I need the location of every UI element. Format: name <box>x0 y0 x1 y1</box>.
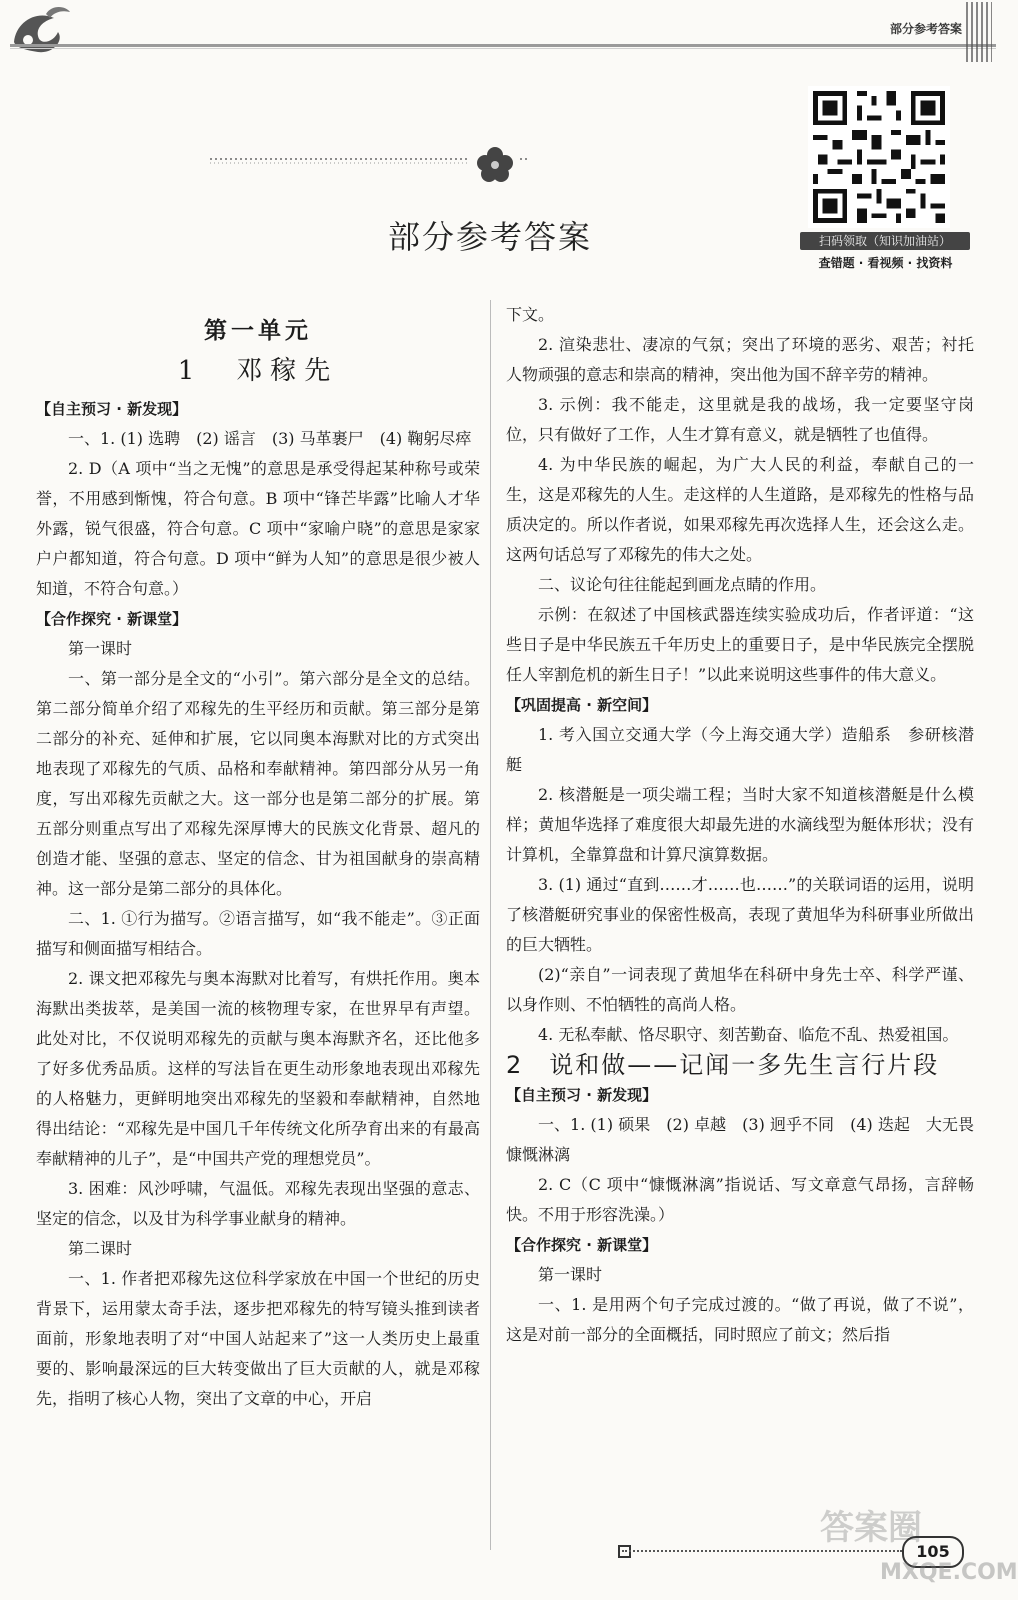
answer-paragraph: 二、1. ①行为描写。②语言描写，如“我不能走”。③正面描写和侧面描写相结合。 <box>36 909 480 958</box>
left-column <box>36 300 480 1414</box>
answer-paragraph: 3. 困难：风沙呼啸，气温低。邓稼先表现出坚强的意志、坚定的信念，以及甘为科学事业献身的精神。 <box>36 1179 480 1228</box>
lesson-title: 1 邓稼先 <box>177 356 339 386</box>
section-heading: 【自主预习 · 新发现】 <box>36 400 188 418</box>
footer-dotted-rule <box>622 1550 902 1552</box>
answer-paragraph: 下文。 <box>506 305 555 324</box>
answer-paragraph: 2. 渲染悲壮、凄凉的气氛；突出了环境的恶劣、艰苦；衬托人物顽强的意志和崇高的精神，突出他为国不辞辛劳的精神。 <box>506 335 974 384</box>
header-label: 部分参考答案 <box>889 22 962 36</box>
watermark-url: MXQE.COM <box>880 1560 1018 1585</box>
section-heading: 【合作探究 · 新课堂】 <box>36 610 188 628</box>
answer-paragraph: 一、1. (1) 硕果 (2) 卓越 (3) 迥乎不同 (4) 迭起 大无畏 慷慨淋漓 <box>506 1115 991 1164</box>
answer-paragraph: 3. (1) 通过“直到……才……也……”的关联词语的运用，说明了核潜艇研究事业的保密性极高，表现了黄旭华为科研事业所做出的巨大牺牲。 <box>506 875 974 954</box>
answer-paragraph: 2. D（A 项中“当之无愧”的意思是承受得起某种称号或荣誉，不用感到惭愧，符合句意。B 项中“锋芒毕露”比喻人才华外露，锐气很盛，符合句意。C 项中“家喻户晓”的意思是家家户户都知道，符合句意。D 项中“鲜为人知”的意思是很少被人知道，不符合句意。） <box>36 459 480 598</box>
answer-paragraph: (2)“亲自”一词表现了黄旭华在科研中身先士卒、科学严谨、以身作则、不怕牺牲的高尚人格。 <box>506 965 974 1014</box>
section-heading: 【巩固提高 · 新空间】 <box>506 696 658 714</box>
header-band <box>0 0 996 66</box>
lesson-period: 第一课时 <box>68 639 133 658</box>
title-ornament-flower-icon <box>210 145 530 185</box>
lesson-period: 第一课时 <box>538 1265 603 1284</box>
thumb-index-tab <box>966 2 992 62</box>
decorative-swirl-icon <box>6 2 76 62</box>
qr-code[interactable] <box>808 86 950 228</box>
qr-banner: 扫码领取（知识加油站） <box>800 232 970 250</box>
answer-paragraph: 2. 核潜艇是一项尖端工程；当时大家不知道核潜艇是什么模样；黄旭华选择了难度很大却最先进的水滴线型为艇体形状；没有计算机，全靠算盘和计算尺演算数据。 <box>506 785 974 864</box>
answer-paragraph: 1. 考入国立交通大学（今上海交通大学）造船系 参研核潜艇 <box>506 725 974 774</box>
qr-caption: 查错题 · 看视频 · 找资料 <box>818 256 953 270</box>
answer-paragraph: 4. 为中华民族的崛起，为广大人民的利益，奉献自己的一生，这是邓稼先的人生。走这样的人生道路，是邓稼先的性格与品质决定的。所以作者说，如果邓稼先再次选择人生，还会这么走。这两句话总写了邓稼先的伟大之处。 <box>506 455 974 564</box>
column-divider <box>490 300 491 1550</box>
answer-paragraph: 一、1. 作者把邓稼先这位科学家放在中国一个世纪的历史背景下，运用蒙太奇手法，逐步把邓稼先的特写镜头推到读者面前，形象地表明了对“中国人站起来了”这一人类历史上最重要的、影响最深远的巨大转变做出了巨大贡献的人，就是邓稼先，指明了核心人物，突出了文章的中心，开启 <box>36 1269 480 1408</box>
answer-paragraph: 一、1. 是用两个句子完成过渡的。“做了再说，做了不说”，这是对前一部分的全面概括，同时照应了前文；然后指 <box>506 1295 974 1344</box>
answer-paragraph: 二、议论句往往能起到画龙点睛的作用。 <box>538 575 827 594</box>
right-column <box>506 300 991 1350</box>
page-number: 105 <box>902 1536 964 1568</box>
answer-paragraph: 2. 课文把邓稼先与奥本海默对比着写，有烘托作用。奥本海默出类拔萃，是美国一流的核物理专家，在世界早有声望。此处对比，不仅说明邓稼先的贡献与奥本海默齐名，还比他多了好多优秀品质。这样的写法旨在更生动形象地表现出邓稼先的人格魅力，更鲜明地突出邓稼先的坚毅和奉献精神，自然地得出结论：“邓稼先是中国几千年传统文化所孕育出来的有最高奉献精神的儿子”，是“中国共产党的理想党员”。 <box>36 969 480 1168</box>
header-rule-thin <box>10 48 996 49</box>
answer-paragraph: 3. 示例：我不能走，这里就是我的战场，我一定要坚守岗位，只有做好了工作，人生才算有意义，就是牺牲了也值得。 <box>506 395 974 444</box>
answer-paragraph: 2. C（C 项中“慷慨淋漓”指说话、写文章意气昂扬，言辞畅快。不用于形容洗澡。） <box>506 1175 974 1224</box>
page-title: 部分参考答案 <box>387 218 592 256</box>
unit-title: 第一单元 <box>204 317 312 344</box>
lesson-period: 第二课时 <box>68 1239 133 1258</box>
section-heading: 【合作探究 · 新课堂】 <box>506 1236 658 1254</box>
watermark: 答案圈 <box>820 1508 922 1548</box>
section-heading: 【自主预习 · 新发现】 <box>506 1086 658 1104</box>
answer-paragraph: 一、1. (1) 选聘 (2) 谣言 (3) 马革裹尸 (4) 鞠躬尽瘁 <box>68 429 472 448</box>
answer-paragraph: 一、第一部分是全文的“小引”。第六部分是全文的总结。第二部分简单介绍了邓稼先的生平经历和贡献。第三部分是第二部分的补充、延伸和扩展，它以同奥本海默对比的方式突出地表现了邓稼先的气质、品格和奉献精神。第四部分从另一角度，写出邓稼先贡献之大。这一部分也是第二部分的扩展。第五部分则重点写出了邓稼先深厚博大的民族文化背景、超凡的创造才能、坚强的意志、坚定的信念、甘为祖国献身的崇高精神。这一部分是第二部分的具体化。 <box>36 669 480 898</box>
lesson-title: 2 说和做——记闻一多先生言行片段 <box>506 1051 940 1079</box>
header-rule <box>10 44 996 47</box>
answer-paragraph: 4. 无私奉献、恪尽职守、刻苦勤奋、临危不乱、热爱祖国。 <box>538 1025 959 1044</box>
answer-paragraph: 示例：在叙述了中国核武器连续实验成功后，作者评道：“这些日子是中华民族五千年历史上的重要日子，是中华民族完全摆脱任人宰割危机的新生日子！”以此来说明这些事件的伟大意义。 <box>506 605 974 684</box>
